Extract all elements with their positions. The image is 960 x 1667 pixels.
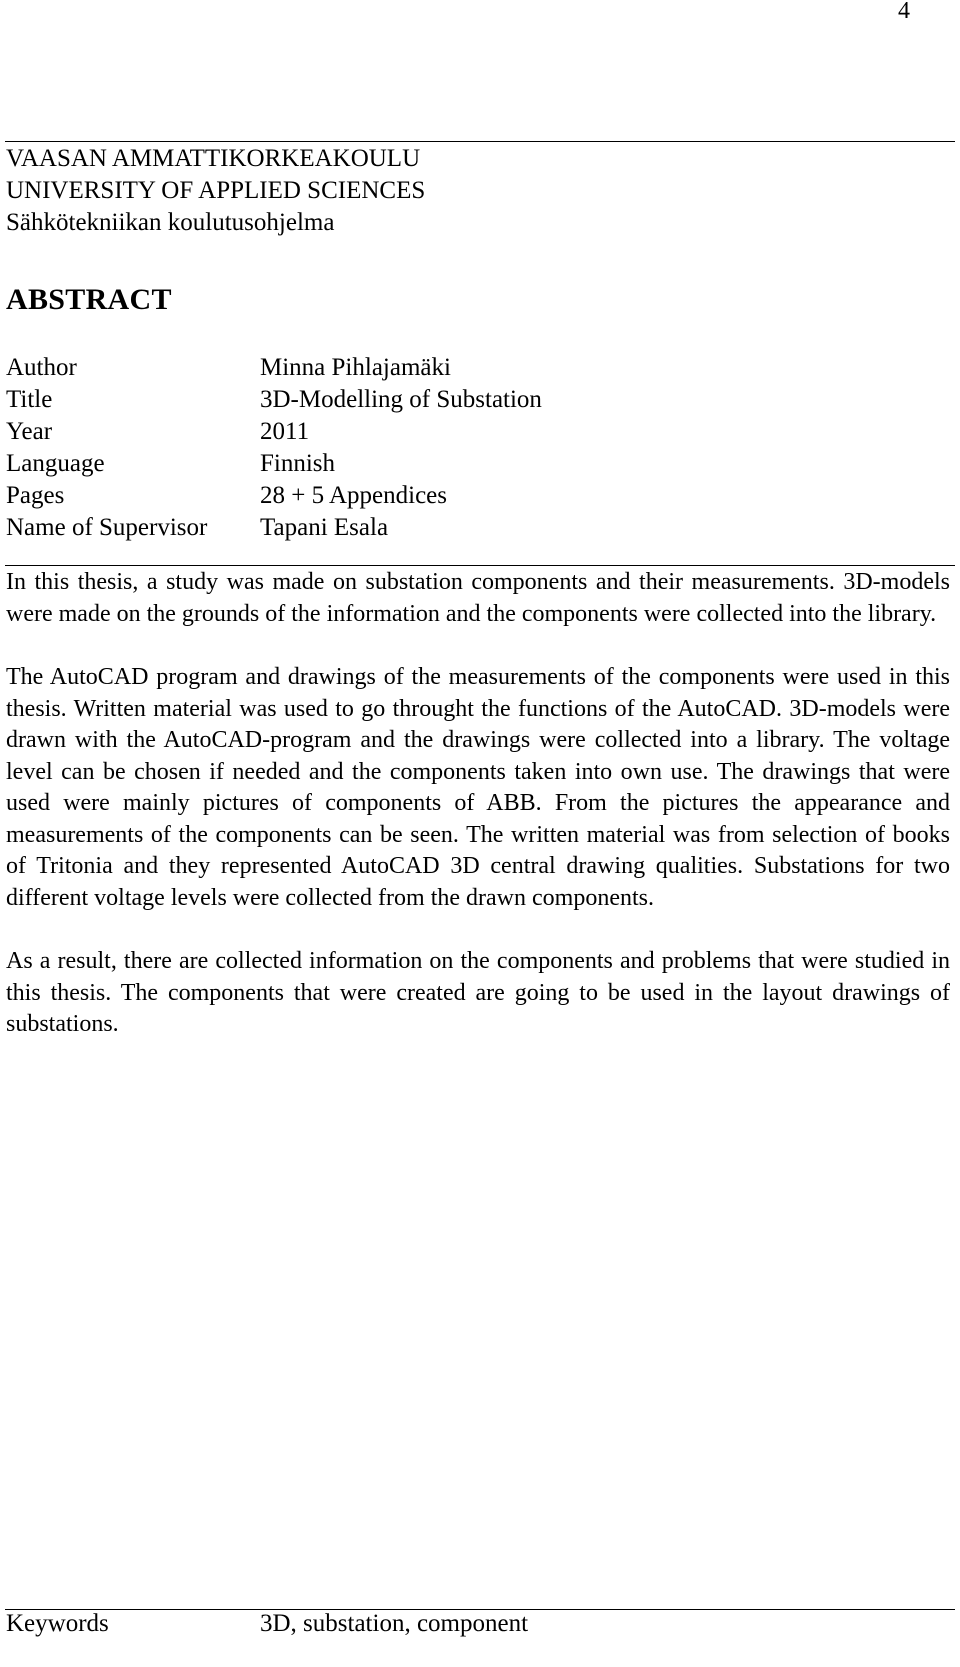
keywords-value: 3D, substation, component — [260, 1610, 529, 1637]
metadata-label: Year — [6, 418, 53, 445]
keywords-row — [6, 1610, 528, 1638]
metadata-value: Minna Pihlajamäki — [260, 354, 451, 381]
metadata-row-pages — [6, 480, 542, 512]
keywords-label: Keywords — [6, 1610, 109, 1637]
metadata-row-author — [6, 352, 542, 384]
metadata-value: 28 + 5 Appendices — [260, 482, 447, 509]
metadata-value: Finnish — [260, 450, 336, 477]
metadata-value: 3D-Modelling of Substation — [260, 386, 542, 413]
institution-name-finnish: VAASAN AMMATTIKORKEAKOULU — [6, 145, 421, 172]
metadata-row-supervisor — [6, 512, 542, 544]
metadata-label: Language — [6, 450, 105, 477]
abstract-paragraph-3: As a result, there are collected information on the components and problems that were studied in this thesis. The components that were created are going to be used in the layout drawings of substations. — [6, 948, 950, 1037]
abstract-paragraph-1: In this thesis, a study was made on substation components and their measurements. 3D-models were made on the grounds of the information and the components were collected into the library. — [6, 569, 950, 627]
metadata-row-title — [6, 384, 542, 416]
metadata-label: Name of Supervisor — [6, 514, 208, 541]
metadata-bottom-rule — [5, 565, 955, 566]
institution-header — [6, 143, 425, 239]
metadata-label: Title — [6, 386, 53, 413]
header-top-rule — [5, 141, 955, 142]
metadata-value: 2011 — [260, 418, 310, 445]
metadata-row-year — [6, 416, 542, 448]
metadata-value: Tapani Esala — [260, 514, 389, 541]
page-number: 4 — [898, 0, 910, 24]
abstract-paragraph-2: The AutoCAD program and drawings of the measurements of the components were used in this thesis. Written material was used to go throught the functions of the AutoCAD. 3D-models were drawn with the AutoCAD-program and the drawings were collected into a library. The voltage level can be chosen if needed and the components taken into own use. The drawings that were used were mainly pictures of components of ABB. From the pictures the appearance and measurements of the components can be seen. The written material was from selection of books of Tritonia and they represented AutoCAD 3D central drawing qualities. Substations for two different voltage levels were collected from the drawn components. — [6, 664, 950, 911]
metadata-label: Author — [6, 354, 77, 381]
metadata-row-language — [6, 448, 542, 480]
institution-name-english: UNIVERSITY OF APPLIED SCIENCES — [6, 177, 426, 204]
degree-programme: Sähkötekniikan koulutusohjelma — [6, 209, 335, 236]
metadata-label: Pages — [6, 482, 65, 509]
abstract-body — [6, 567, 950, 1073]
thesis-metadata — [6, 352, 542, 544]
abstract-heading: ABSTRACT — [6, 283, 172, 316]
